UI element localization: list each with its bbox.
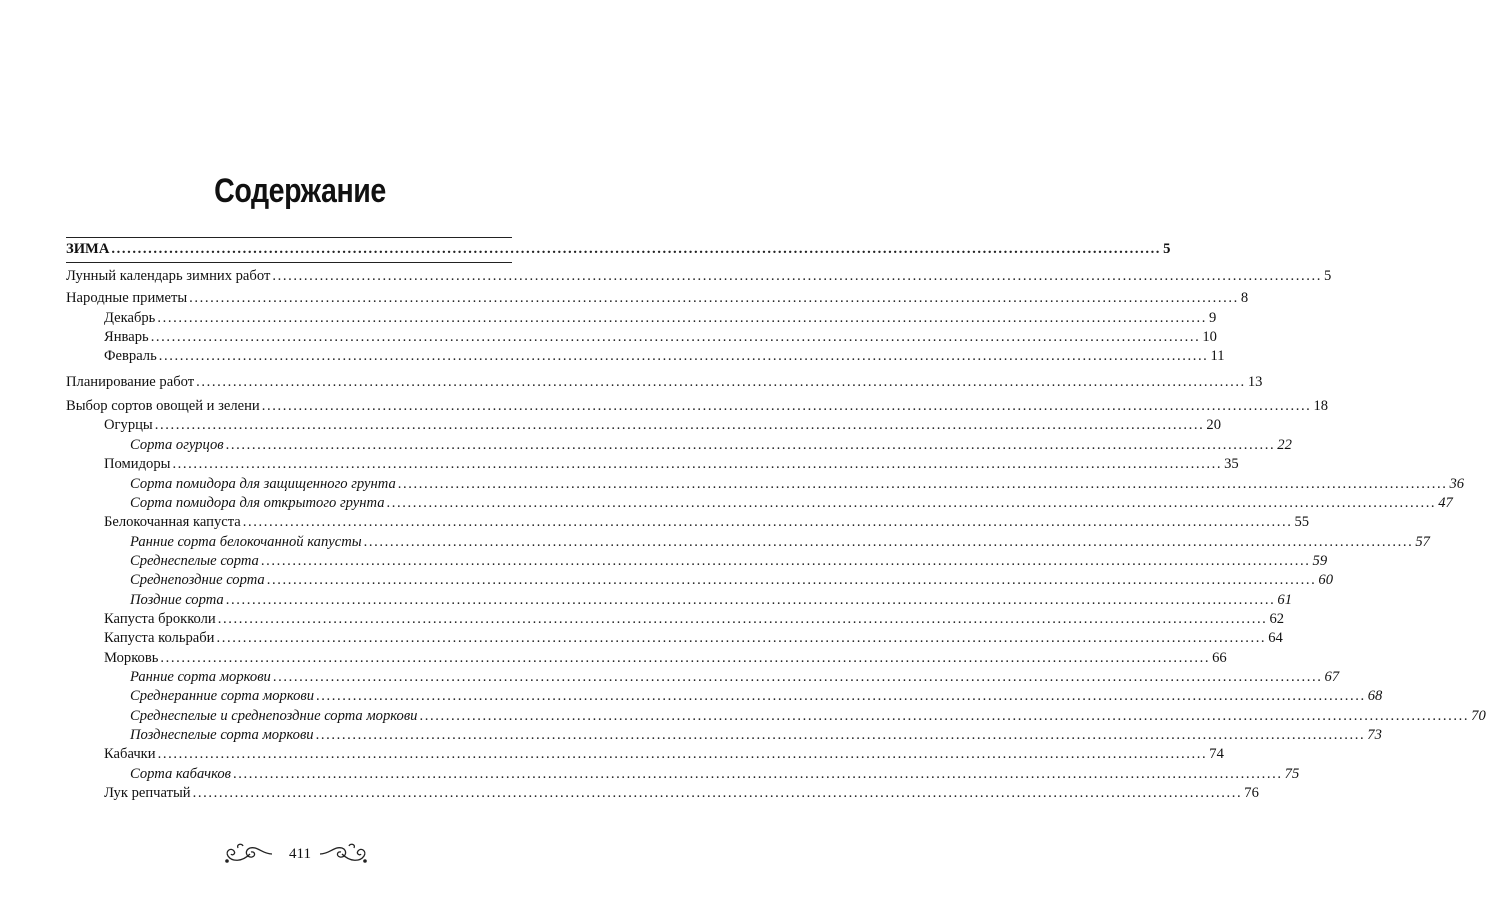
page-title: Содержание [214, 172, 386, 210]
dot-leader: ........................................................................................................................................................................................................ [386, 494, 1437, 511]
toc-entry-title: Ранние сорта белокочанной капусты [130, 533, 362, 550]
toc-entry-title: Помидоры [104, 456, 171, 473]
toc-entry-page: 11 [1210, 348, 1225, 365]
toc-entry [104, 415, 1222, 435]
toc-entry-page: 61 [1277, 591, 1293, 608]
toc-entry-title: Ранние сорта моркови [130, 669, 271, 685]
toc-entry-page: 70 [1471, 707, 1486, 724]
toc-entry-title: Планирование работ [66, 373, 195, 390]
dot-leader: ........................................................................................................................................................................................................ [266, 572, 1317, 589]
toc-entry-title: ЗИМА [66, 241, 110, 257]
dot-leader: ........................................................................................................................................................................................................ [260, 552, 1311, 569]
dot-leader: ........................................................................................................................................................................................................ [150, 329, 1201, 346]
toc-entry-page: 66 [1212, 649, 1227, 666]
toc-entry [104, 744, 1224, 764]
toc-entry-title: Среднеранние сорта моркови [130, 688, 315, 705]
toc-entry-title: Декабрь [104, 309, 156, 326]
toc-entry-page: 8 [1240, 290, 1249, 307]
toc-entry [130, 493, 1453, 513]
toc-entry-title: Среднеспелые сорта [130, 552, 259, 569]
toc-entry [104, 512, 1310, 532]
dot-leader: ........................................................................................................................................................................................................ [316, 688, 1366, 705]
toc-entry [130, 706, 1486, 726]
dot-leader: ........................................................................................................................................................................................................ [216, 630, 1267, 647]
toc-entry-title: Белокочанная капуста [104, 514, 241, 531]
toc-entry [130, 551, 1328, 571]
page-number: 411 [289, 846, 311, 862]
toc-entry-page: 35 [1224, 456, 1239, 473]
toc-entry-page: 20 [1206, 417, 1222, 434]
toc-entry-page: 59 [1312, 552, 1328, 569]
toc-entry-title: Огурцы [104, 417, 153, 434]
toc-entry [104, 454, 1239, 474]
toc-entry-title: Сорта кабачков [130, 765, 231, 782]
toc-entry-page: 73 [1367, 727, 1382, 744]
toc-entry-page: 57 [1415, 533, 1430, 550]
toc-entry-title: Среднеспелые и среднепоздние сорта моркови [130, 707, 418, 724]
toc-entry [130, 686, 1383, 706]
toc-entry [66, 396, 1329, 416]
toc-entry [66, 266, 1332, 286]
toc-entry-page: 76 [1244, 785, 1259, 802]
toc-entry-title: Кабачки [104, 746, 156, 763]
toc-entry-page: 75 [1284, 765, 1300, 782]
dot-leader: ........................................................................................................................................................................................................ [315, 727, 1366, 744]
toc-entry [130, 435, 1292, 455]
dot-leader: ........................................................................................................................................................................................................ [225, 436, 1276, 453]
page-footer [0, 840, 600, 870]
toc-entry-page: 13 [1247, 373, 1263, 390]
dot-leader: ........................................................................................................................................................................................................ [272, 669, 1323, 685]
toc-entry [66, 239, 1171, 259]
dot-leader: ........................................................................................................................................................................................................ [192, 785, 1243, 802]
toc-entry-page: 68 [1367, 688, 1383, 705]
toc-entry-title: Капуста брокколи [104, 610, 216, 627]
toc-entry [130, 725, 1382, 745]
toc-entry-title: Народные приметы [66, 290, 188, 307]
toc-entry [130, 570, 1334, 590]
toc-entry-page: 60 [1318, 572, 1334, 589]
toc-entry [130, 764, 1300, 784]
toc-entry-title: Среднепоздние сорта [130, 572, 265, 589]
toc-entry-page: 5 [1324, 268, 1332, 284]
dot-leader: ........................................................................................................................................................................................................ [225, 591, 1276, 608]
toc-entry [104, 609, 1285, 629]
dot-leader: ........................................................................................................................................................................................................ [261, 398, 1312, 415]
dot-leader: ........................................................................................................................................................................................................ [397, 475, 1448, 492]
toc-entry [104, 648, 1227, 668]
dot-leader: ........................................................................................................................................................................................................ [111, 241, 1162, 257]
toc-entry-page: 64 [1268, 630, 1283, 647]
toc-entry-page: 5 [1163, 241, 1171, 257]
toc-entry-page: 67 [1324, 669, 1340, 685]
right-ornament-icon [318, 842, 368, 866]
toc-entry-title: Февраль [104, 348, 157, 365]
toc-entry-page: 74 [1209, 746, 1224, 763]
dot-leader: ........................................................................................................................................................................................................ [363, 533, 1414, 550]
toc-entry [130, 532, 1430, 552]
dot-leader: ........................................................................................................................................................................................................ [172, 456, 1223, 473]
toc-entry-title: Поздние сорта [130, 591, 224, 608]
toc-entry-page: 55 [1294, 514, 1310, 531]
dot-leader: ........................................................................................................................................................................................................ [154, 417, 1205, 434]
toc-entry-title: Позднеспелые сорта моркови [130, 727, 314, 744]
dot-leader: ........................................................................................................................................................................................................ [196, 373, 1246, 390]
toc-entry [66, 372, 1263, 392]
toc-entry-title: Морковь [104, 649, 159, 666]
toc-entry [104, 783, 1259, 803]
toc-entry-title: Выбор сортов овощей и зелени [66, 398, 260, 415]
toc-entry [130, 474, 1465, 494]
dot-leader: ........................................................................................................................................................................................................ [157, 746, 1208, 763]
dot-leader: ........................................................................................................................................................................................................ [419, 707, 1470, 724]
toc-entry [104, 628, 1283, 648]
left-ornament-icon [224, 842, 274, 866]
toc-entry-title: Капуста кольраби [104, 630, 215, 647]
toc-entry-page: 18 [1313, 398, 1329, 415]
toc-entry-title: Январь [104, 329, 149, 346]
dot-leader: ........................................................................................................................................................................................................ [217, 610, 1268, 627]
toc-entry [130, 667, 1340, 687]
toc-entry [130, 590, 1293, 610]
toc-entry-page: 10 [1202, 329, 1217, 346]
toc-entry-title: Сорта помидора для открытого грунта [130, 494, 385, 511]
toc-entry [104, 308, 1217, 328]
dot-leader: ........................................................................................................................................................................................................ [232, 765, 1283, 782]
dot-leader: ........................................................................................................................................................................................................ [242, 514, 1293, 531]
dot-leader: ........................................................................................................................................................................................................ [160, 649, 1211, 666]
toc-entry-title: Лук репчатый [104, 785, 191, 802]
dot-leader: ........................................................................................................................................................................................................ [157, 309, 1208, 326]
dot-leader: ........................................................................................................................................................................................................ [272, 268, 1323, 284]
toc-entry [66, 288, 1249, 308]
toc-entry-page: 22 [1277, 436, 1292, 453]
toc-entry-title: Сорта огурцов [130, 436, 224, 453]
toc-entry [104, 327, 1217, 347]
toc-entry [104, 346, 1225, 366]
toc-entry-page: 47 [1438, 494, 1453, 511]
toc-entry-title: Лунный календарь зимних работ [66, 268, 271, 284]
toc-entry-page: 36 [1449, 475, 1465, 492]
dot-leader: ........................................................................................................................................................................................................ [189, 290, 1239, 307]
toc-entry-title: Сорта помидора для защищенного грунта [130, 475, 396, 492]
dot-leader: ........................................................................................................................................................................................................ [158, 348, 1209, 365]
toc-entry-page: 9 [1209, 309, 1217, 326]
toc-entry-page: 62 [1269, 610, 1285, 627]
